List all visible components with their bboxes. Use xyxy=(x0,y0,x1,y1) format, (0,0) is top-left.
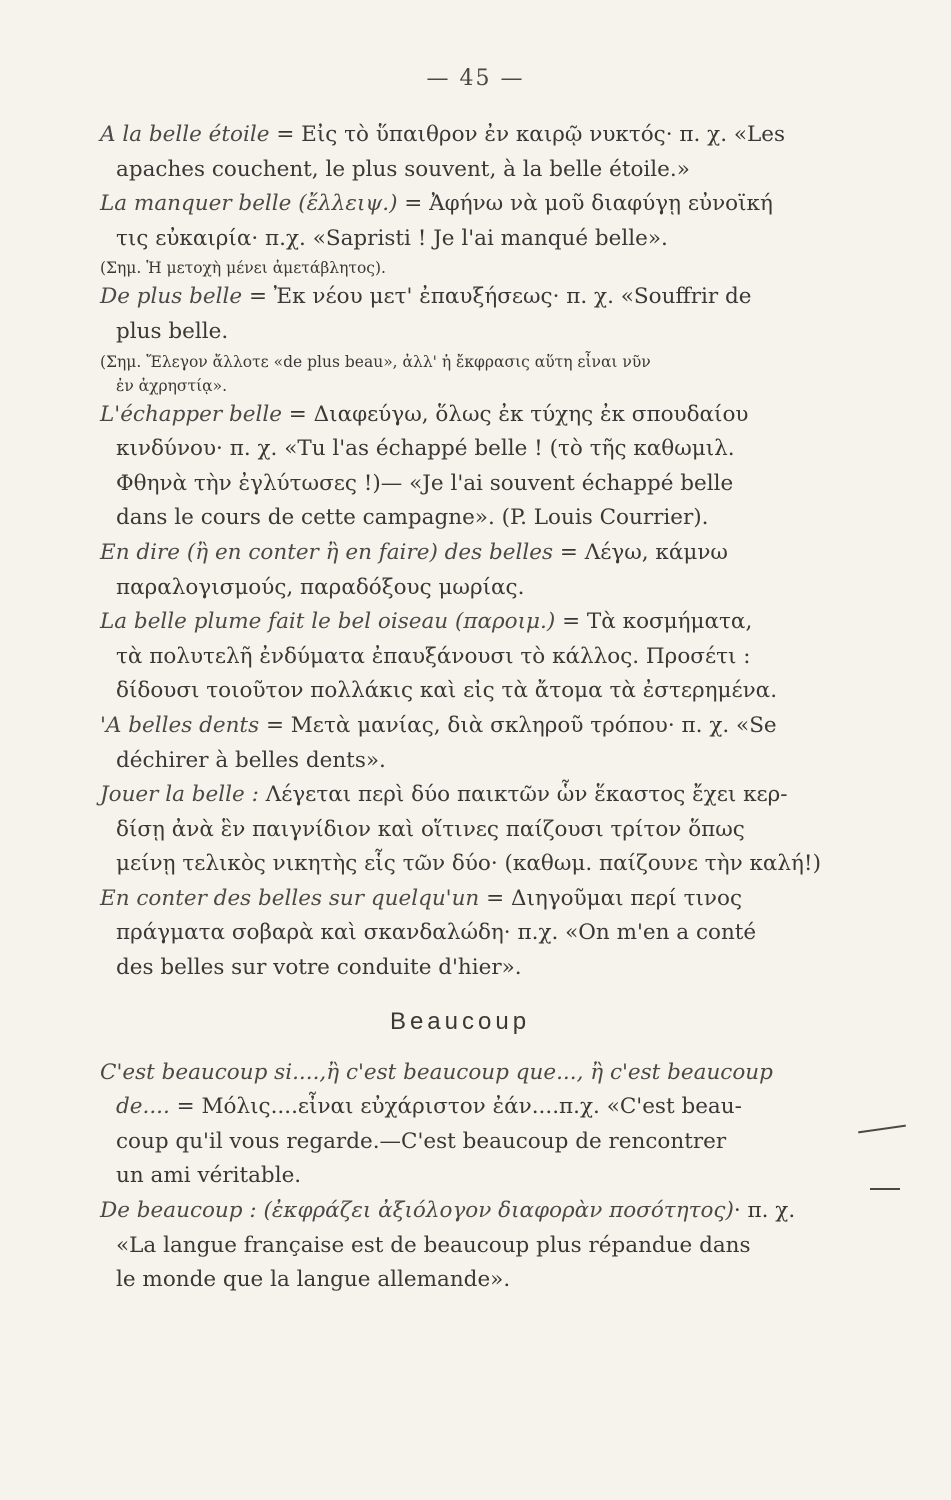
entry-text: μείνῃ τελικὸς νικητὴς εἷς τῶν δύο· (καθωμ. παίζουνε τὴν καλή!) xyxy=(116,851,821,877)
entry-line xyxy=(100,467,820,502)
dictionary-entry xyxy=(100,1056,820,1194)
entry-headword: La manquer belle (ἔλλειψ.) xyxy=(100,191,398,217)
entry-line xyxy=(100,374,820,398)
entry-text: · π. χ. xyxy=(733,1198,796,1224)
entry-text: déchirer à belles dents». xyxy=(116,747,386,773)
entry-text: = Μόλις....εἶναι εὐχάριστον ἐάν....π.χ. «C'est beau- xyxy=(169,1094,742,1120)
entry-line xyxy=(100,916,820,951)
entry-headword: C'est beaucoup si....,ἢ c'est beaucoup que..., ἢ c'est beaucoup xyxy=(100,1059,773,1085)
entry-line xyxy=(100,118,820,153)
margin-mark xyxy=(870,1188,900,1190)
entry-headword: L'échapper belle xyxy=(100,401,282,427)
entry-text: = Ἐκ νέου μετ' ἐπαυξήσεως· π. χ. «Souffrir de xyxy=(242,284,752,310)
entry-line xyxy=(100,1090,820,1125)
entry-text: (Σημ. Ἔλεγον ἄλλοτε «de plus beau», ἀλλ' ἡ ἔκφρασις αὕτη εἶναι νῦν xyxy=(100,352,651,371)
entry-line xyxy=(100,1194,820,1229)
entry-text: τις εὐκαιρία· π.χ. «Sapristi ! Je l'ai manqué belle». xyxy=(116,225,668,251)
entry-text: πράγματα σοβαρὰ καὶ σκανδαλώδη· π.χ. «On m'en a conté xyxy=(116,920,757,946)
entry-line xyxy=(100,1125,820,1160)
entry-line xyxy=(100,709,820,744)
dictionary-entry xyxy=(100,398,820,536)
entry-text: δίσῃ ἀνὰ ἓν παιγνίδιον καὶ οἵτινες παίζουσι τρίτον ὅπως xyxy=(116,816,745,842)
entry-text: «La langue française est de beaucoup plus répandue dans xyxy=(116,1232,751,1258)
dictionary-entry xyxy=(100,118,820,187)
entry-text: Λέγεται περὶ δύο παικτῶν ὧν ἕκαστος ἔχει κερ- xyxy=(258,782,788,808)
entry-line xyxy=(100,1056,820,1091)
entry-line xyxy=(100,222,820,257)
entry-line xyxy=(100,674,820,709)
page-body xyxy=(100,118,820,1298)
entry-text: = Λέγω, κάμνω xyxy=(553,539,728,565)
entry-text: τὰ πολυτελῆ ἐνδύματα ἐπαυξάνουσι τὸ κάλλος. Προσέτι : xyxy=(116,643,751,669)
entry-line xyxy=(100,153,820,188)
section-title: Beaucoup xyxy=(389,1007,531,1035)
entry-line xyxy=(100,778,820,813)
entry-text: κινδύνου· π. χ. «Tu l'as échappé belle ! (τὸ τῆς καθωμιλ. xyxy=(116,436,735,462)
entry-text: = Εἰς τὸ ὕπαιθρον ἐν καιρῷ νυκτός· π. χ. «Les xyxy=(269,122,786,147)
entry-headword: A la belle étoile xyxy=(100,122,270,147)
dictionary-entry xyxy=(100,882,820,986)
entry-text: = Μετὰ μανίας, διὰ σκληροῦ τρόπου· π. χ. «Se xyxy=(259,712,777,738)
margin-mark xyxy=(858,1125,906,1134)
entry-line xyxy=(100,256,820,280)
entry-line xyxy=(100,315,820,350)
entry-text: (Σημ. Ἡ μετοχὴ μένει ἀμετάβλητος). xyxy=(100,259,386,278)
entry-line xyxy=(100,951,820,986)
entry-line xyxy=(100,398,820,433)
entry-line xyxy=(100,882,820,917)
entry-headword: De beaucoup : (ἐκφράζει ἀξιόλογον διαφορὰν ποσότητος) xyxy=(100,1198,734,1224)
entry-line xyxy=(100,813,820,848)
entry-text: plus belle. xyxy=(116,318,229,344)
entry-headword: de.... xyxy=(116,1094,170,1120)
entry-text: = Διηγοῦμαι περί τινος xyxy=(479,885,742,911)
entry-line xyxy=(100,501,820,536)
entry-line xyxy=(100,571,820,606)
entry-line xyxy=(100,187,820,222)
entry-text: = Διαφεύγω, ὅλως ἐκ τύχης ἐκ σπουδαίου xyxy=(281,401,749,427)
entry-headword: La belle plume fait le bel oiseau (παροιμ.) xyxy=(100,609,556,635)
entry-text: δίδουσι τοιοῦτον πολλάκις καὶ εἰς τὰ ἄτομα τὰ ἐστερημένα. xyxy=(116,678,778,704)
entry-text: un ami véritable. xyxy=(116,1163,302,1189)
note-entry xyxy=(100,350,820,398)
dictionary-entry xyxy=(100,280,820,349)
entry-text: des belles sur votre conduite d'hier». xyxy=(116,955,522,981)
dictionary-entry xyxy=(100,605,820,709)
entry-text: Φθηνὰ τὴν ἐγλύτωσες !)— «Je l'ai souvent échappé belle xyxy=(116,470,734,496)
entry-headword: 'A belles dents xyxy=(100,712,260,738)
dictionary-entry xyxy=(100,1194,820,1298)
entry-headword: En conter des belles sur quelqu'un xyxy=(100,885,480,911)
dictionary-entry xyxy=(100,536,820,605)
dictionary-entry xyxy=(100,187,820,256)
dictionary-entry xyxy=(100,778,820,882)
dictionary-entry xyxy=(100,709,820,778)
entry-text: παραλογισμούς, παραδόξους μωρίας. xyxy=(116,574,525,600)
entry-headword: En dire (ἢ en conter ἢ en faire) des belles xyxy=(100,539,554,565)
entry-text: = Ἀφήνω νὰ μοῦ διαφύγῃ εὐνοϊκή xyxy=(397,191,773,217)
entry-text: = Τὰ κοσμήματα, xyxy=(555,609,753,635)
entry-text: le monde que la langue allemande». xyxy=(116,1267,511,1293)
entry-headword: Jouer la belle : xyxy=(100,782,259,808)
entry-line xyxy=(100,1263,820,1298)
entry-line xyxy=(100,1159,820,1194)
entry-line xyxy=(100,605,820,640)
note-entry xyxy=(100,256,820,280)
entry-line xyxy=(100,350,820,374)
entry-headword: De plus belle xyxy=(100,284,243,310)
entry-line xyxy=(100,280,820,315)
entry-line xyxy=(100,744,820,779)
entry-text: ἐν ἀχρηστίᾳ». xyxy=(116,376,228,395)
entry-text: coup qu'il vous regarde.—C'est beaucoup de rencontrer xyxy=(116,1128,727,1154)
entry-line xyxy=(100,536,820,571)
entry-line xyxy=(100,1229,820,1264)
entry-text: apaches couchent, le plus souvent, à la belle étoile.» xyxy=(116,156,690,182)
entry-line xyxy=(100,640,820,675)
page-number: — 45 — xyxy=(426,66,525,91)
entry-text: dans le cours de cette campagne». (P. Louis Courrier). xyxy=(116,505,709,531)
entry-line xyxy=(100,847,820,882)
entry-line xyxy=(100,432,820,467)
